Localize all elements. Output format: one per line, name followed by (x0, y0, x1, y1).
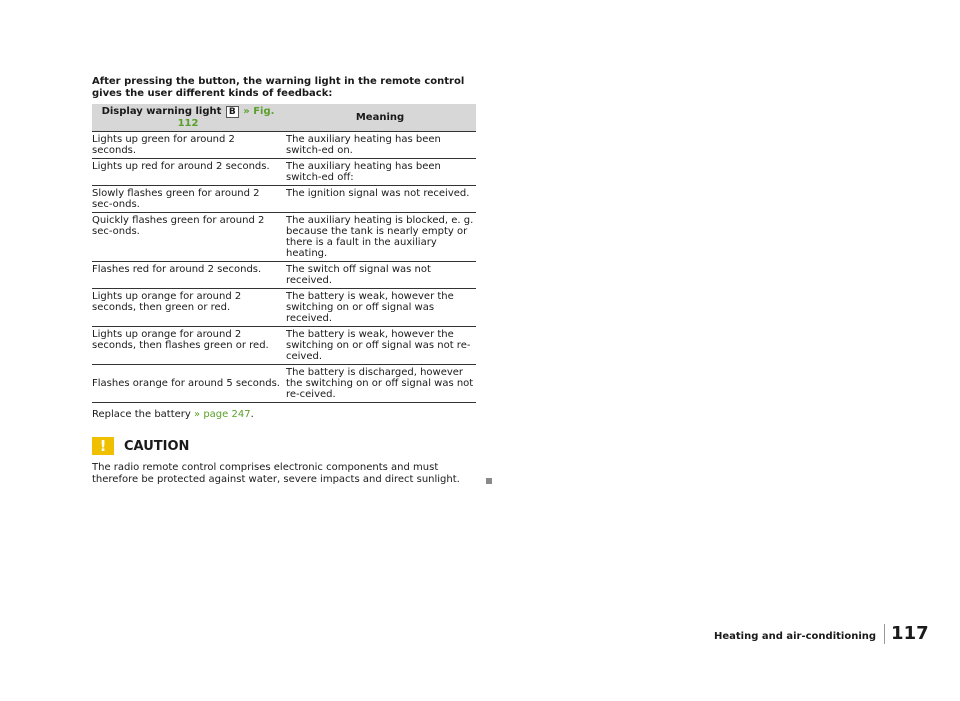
meaning-cell: The auxiliary heating has been switch-ed on. (284, 132, 476, 159)
replace-battery-period: . (250, 409, 254, 420)
light-cell: Lights up red for around 2 seconds. (92, 159, 284, 186)
light-cell: Lights up orange for around 2 seconds, then green or red. (92, 289, 284, 327)
table-row (92, 213, 476, 262)
light-cell: Flashes orange for around 5 seconds. (92, 365, 284, 403)
warning-icon: ! (92, 437, 114, 455)
meaning-cell: The battery is weak, however the switching on or off signal was received. (284, 289, 476, 327)
footer-section-title: Heating and air-conditioning (714, 631, 877, 642)
page-number: 117 (884, 624, 929, 644)
caution-title: CAUTION (124, 438, 190, 454)
meaning-cell: The switch off signal was not received. (284, 262, 476, 289)
light-cell: Slowly flashes green for around 2 sec-onds. (92, 186, 284, 213)
light-cell: Lights up green for around 2 seconds. (92, 132, 284, 159)
table-row (92, 159, 476, 186)
table-row (92, 327, 476, 365)
caution-header (92, 437, 476, 455)
key-b-icon: B (226, 106, 239, 118)
meaning-cell: The auxiliary heating is blocked, e. g. because the tank is nearly empty or there is a fault in the auxiliary heating. (284, 213, 476, 262)
fig-reference-link[interactable]: » Fig. 112 (177, 106, 275, 129)
table-row (92, 365, 476, 403)
table-row (92, 289, 476, 327)
replace-battery-note (92, 409, 476, 421)
meaning-cell: The auxiliary heating has been switch-ed off: (284, 159, 476, 186)
caution-text: The radio remote control comprises electronic components and must therefore be protected against water, severe impacts and direct sunlight. (92, 462, 460, 485)
light-cell: Quickly flashes green for around 2 sec-onds. (92, 213, 284, 262)
table-row (92, 186, 476, 213)
meaning-cell: The battery is discharged, however the switching on or off signal was not re-ceived. (284, 365, 476, 403)
column-header-display-label: Display warning light (101, 106, 222, 117)
replace-battery-text: Replace the battery (92, 409, 191, 420)
page-footer (714, 624, 929, 644)
page-reference-link[interactable]: » page 247 (194, 409, 251, 420)
section-end-icon (486, 478, 492, 484)
intro-text: After pressing the button, the warning light in the remote control gives the user different kinds of feedback: (92, 76, 465, 99)
table-row (92, 262, 476, 289)
meaning-cell: The battery is weak, however the switching on or off signal was not re-ceived. (284, 327, 476, 365)
column-header-display (92, 104, 284, 132)
caution-text-block (92, 462, 482, 486)
table-header-row (92, 104, 476, 132)
column-header-meaning: Meaning (284, 104, 476, 132)
manual-content (92, 76, 476, 486)
light-cell: Lights up orange for around 2 seconds, then flashes green or red. (92, 327, 284, 365)
warning-light-table (92, 104, 476, 403)
light-cell: Flashes red for around 2 seconds. (92, 262, 284, 289)
table-row (92, 132, 476, 159)
meaning-cell: The ignition signal was not received. (284, 186, 476, 213)
